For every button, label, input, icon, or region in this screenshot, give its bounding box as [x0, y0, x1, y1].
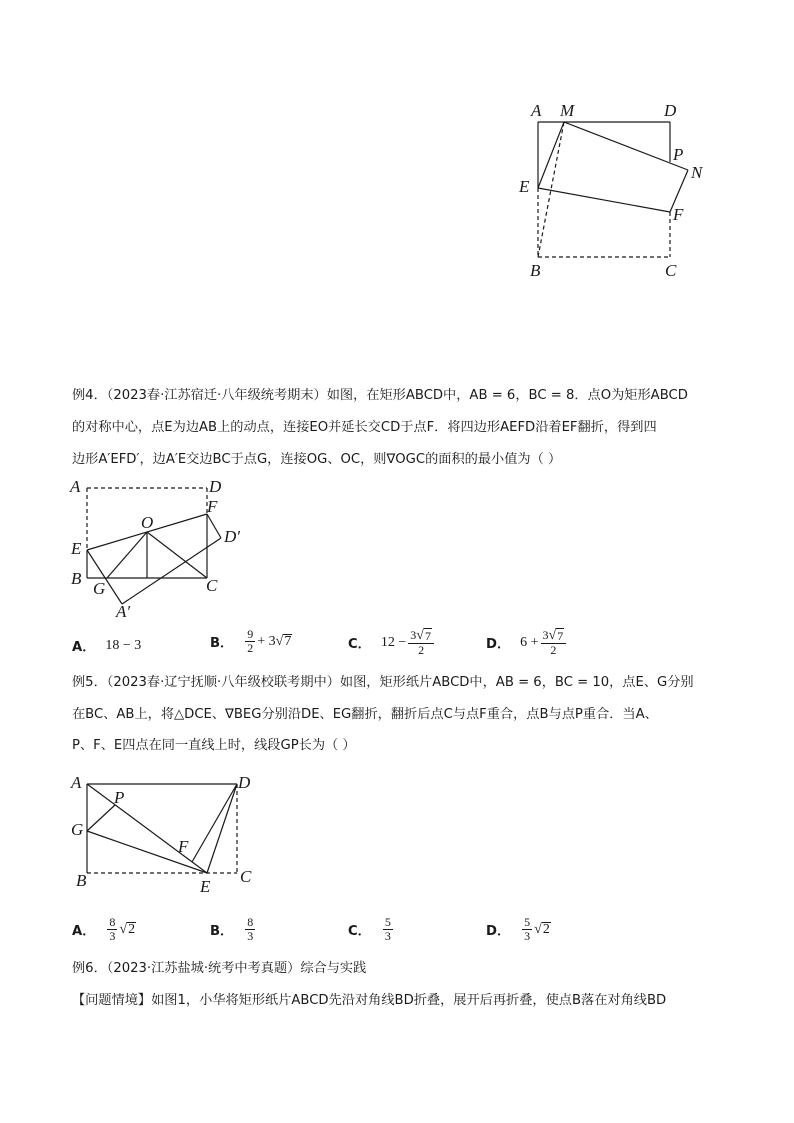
ex4-option-d[interactable]: D． 6 + 3 √ 7 2	[486, 628, 568, 657]
ex5-option-b[interactable]: B． $\frac{8}{3}$	[210, 915, 254, 943]
ex4-label-D: D	[209, 477, 222, 496]
label-E: E	[519, 177, 530, 196]
ex5-label-G: G	[71, 820, 84, 839]
label-C: C	[665, 261, 677, 280]
ex5-option-c[interactable]: C． $\frac{5}{3}$	[348, 915, 391, 943]
ex4-label-G: G	[93, 579, 106, 598]
ex4-line-2: 的对称中心，点E为边AB上的动点，连接EO并延长交CD于点F．将四边形AEFD沿着EF翻折，得到四	[72, 420, 657, 435]
ex5-label-B: B	[76, 871, 87, 890]
ex4-label-A-prime: A′	[116, 602, 131, 621]
ex5-label-C: C	[240, 867, 252, 886]
ex5-option-d[interactable]: D． $\frac{5}{3}$ √ 2	[486, 915, 550, 943]
ex4-label-C: C	[206, 576, 218, 595]
ex5-line-2: 在BC、AB上，将△DCE、∇BEG分别沿DE、EG翻折，翻折后点C与点F重合，点B与点P重合．当A、	[72, 707, 658, 722]
ex5-line-1: 例5．（2023春·辽宁抚顺·八年级校联考期中）如图，矩形纸片ABCD中，AB = 6，BC = 10，点E、G分别	[72, 675, 694, 690]
ex5-label-D: D	[238, 773, 251, 792]
ex5-label-P: P	[114, 788, 125, 807]
figure-ex5	[62, 768, 272, 898]
ex4-option-a[interactable]: A． 18 − 3	[72, 637, 142, 655]
figure-1	[505, 92, 735, 292]
ex4-label-O: O	[141, 513, 154, 532]
label-D: D	[664, 101, 677, 120]
ex4-label-E: E	[71, 539, 82, 558]
ex5-option-a[interactable]: A． $\frac{8}{3}$ √ 2	[72, 915, 136, 943]
ex6-line-2: 【问题情境】如图1，小华将矩形纸片ABCD先沿对角线BD折叠，展开后再折叠，使点B落在对角线BD	[72, 993, 667, 1008]
ex4-label-F: F	[207, 497, 218, 516]
ex4-option-c[interactable]: C． 12 − 3 √ 7 2	[348, 628, 436, 657]
ex4-label-B: B	[71, 569, 82, 588]
label-B: B	[530, 261, 541, 280]
ex4-line-1: 例4．（2023春·江苏宿迁·八年级统考期末）如图，在矩形ABCD中，AB = 6，BC = 8．点O为矩形ABCD	[72, 388, 688, 403]
ex6-line-1: 例6．（2023·江苏盐城·统考中考真题）综合与实践	[72, 961, 367, 976]
ex4-label-A: A	[70, 477, 81, 496]
ex5-label-A: A	[71, 773, 82, 792]
label-F: F	[673, 205, 684, 224]
label-M: M	[560, 101, 575, 120]
label-A: A	[531, 101, 542, 120]
ex5-label-F: F	[178, 837, 189, 856]
label-N: N	[691, 163, 703, 182]
ex4-line-3: 边形A′EFD′，边A′E交边BC于点G，连接OG、OC，则∇OGC的面积的最小值为（ ）	[72, 452, 562, 467]
label-P: P	[673, 145, 684, 164]
ex5-line-3: P、F、E四点在同一直线上时，线段GP长为（ ）	[72, 738, 356, 753]
ex4-option-b[interactable]: B． $\frac{9}{2}$ + 3 √ 7	[210, 627, 292, 655]
ex4-label-D-prime: D′	[224, 527, 240, 546]
ex5-label-E: E	[200, 877, 211, 896]
figure-ex4	[62, 474, 262, 624]
